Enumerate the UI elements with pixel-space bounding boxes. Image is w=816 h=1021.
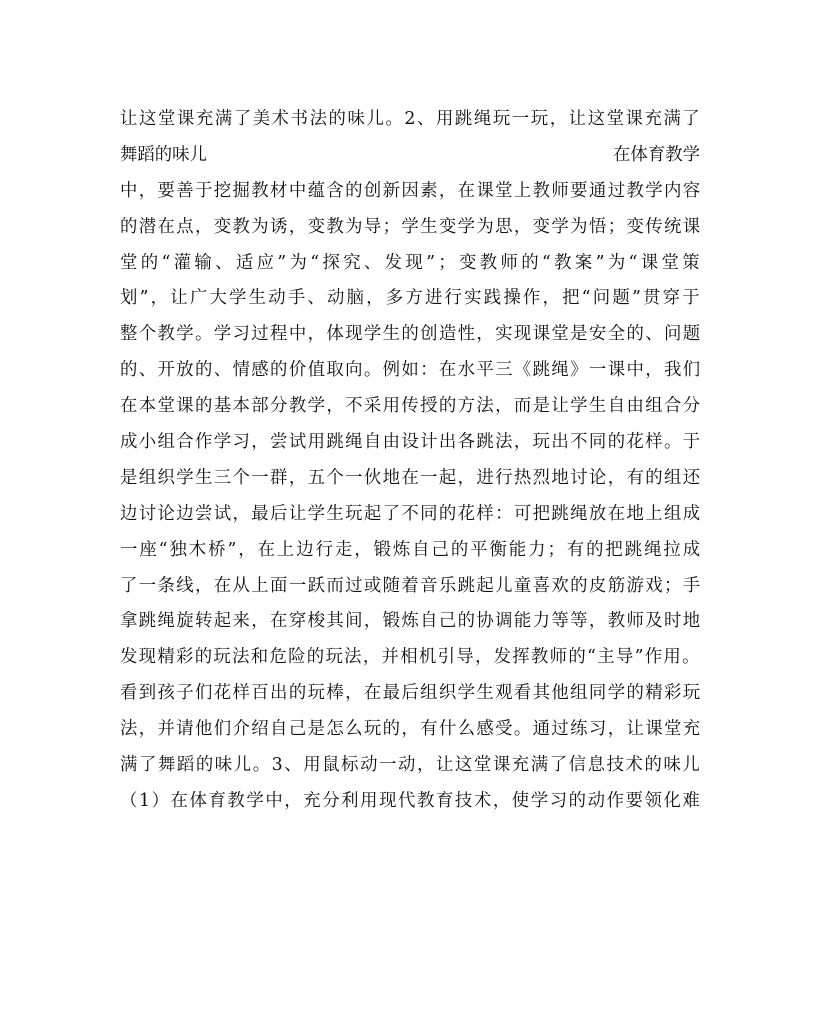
line-text-left: 舞蹈的味儿 bbox=[120, 144, 207, 165]
text-line bbox=[120, 748, 700, 784]
text-line bbox=[120, 317, 700, 353]
text-line bbox=[120, 389, 700, 425]
text-line bbox=[120, 174, 700, 210]
text-line bbox=[120, 353, 700, 389]
line-text: 边讨论边尝试，最后让学生玩起了不同的花样：可把跳绳放在地上组成 bbox=[120, 503, 702, 524]
text-line bbox=[120, 461, 700, 497]
line-text: 发现精彩的玩法和危险的玩法，并相机引导，发挥教师的“主导”作用。 bbox=[120, 647, 701, 668]
text-line bbox=[120, 246, 703, 282]
text-line bbox=[120, 138, 700, 174]
line-text: 划”，让广大学生动手、动脑，多方进行实践操作，把“问题”贯穿于 bbox=[120, 288, 702, 309]
text-line bbox=[120, 712, 700, 748]
line-text: 法，并请他们介绍自己是怎么玩的，有什么感受。通过练习，让课堂充 bbox=[120, 719, 702, 740]
line-text: 了一条线，在从上面一跃而过或随着音乐跳起儿童喜欢的皮筋游戏；手 bbox=[120, 575, 702, 596]
line-text: 在本堂课的基本部分教学，不采用传授的方法，而是让学生自由组合分 bbox=[120, 396, 702, 417]
line-text: 拿跳绳旋转起来，在穿梭其间，锻炼自己的协调能力等等，教师及时地 bbox=[120, 611, 702, 632]
line-text: 的、开放的、情感的价值取向。例如：在水平三《跳绳》一课中，我们 bbox=[120, 360, 702, 381]
line-text: 一座“独木桥”，在上边行走，锻炼自己的平衡能力；有的把跳绳拉成 bbox=[120, 539, 703, 560]
line-text: 整个教学。学习过程中，体现学生的创造性，实现课堂是安全的、问题 bbox=[120, 324, 702, 345]
text-line bbox=[120, 425, 700, 461]
line-text: （1）在体育教学中，充分利用现代教育技术，使学习的动作要领化难 bbox=[120, 790, 702, 811]
line-text: 满了舞蹈的味儿。3、用鼠标动一动，让这堂课充满了信息技术的味儿 bbox=[120, 755, 702, 776]
line-text: 的潜在点，变教为诱，变教为导；学生变学为思，变学为悟；变传统课 bbox=[120, 216, 702, 237]
text-line bbox=[120, 533, 703, 569]
body-text bbox=[120, 102, 703, 820]
text-line bbox=[120, 497, 700, 533]
text-line bbox=[120, 569, 700, 605]
text-line bbox=[120, 210, 700, 246]
text-line bbox=[120, 640, 700, 676]
line-text: 堂的“灌输、适应”为“探究、发现”；变教师的“教案”为“课堂策 bbox=[120, 252, 703, 273]
line-text: 是组织学生三个一群，五个一伙地在一起，进行热烈地讨论，有的组还 bbox=[120, 467, 702, 488]
text-line bbox=[120, 676, 700, 712]
line-text: 成小组合作学习，尝试用跳绳自由设计出各跳法，玩出不同的花样。于 bbox=[120, 432, 702, 453]
line-text: 中，要善于挖掘教材中蕴含的创新因素，在课堂上教师要通过教学内容 bbox=[120, 180, 702, 201]
line-text-right: 在体育教学 bbox=[613, 144, 700, 165]
line-text: 看到孩子们花样百出的玩棒，在最后组织学生观看其他组同学的精彩玩 bbox=[120, 683, 702, 704]
text-line bbox=[120, 281, 700, 317]
line-text: 让这堂课充满了美术书法的味儿。2、用跳绳玩一玩，让这堂课充满了 bbox=[120, 109, 702, 129]
text-line bbox=[120, 604, 700, 640]
text-line bbox=[120, 102, 700, 138]
text-line bbox=[120, 784, 700, 820]
